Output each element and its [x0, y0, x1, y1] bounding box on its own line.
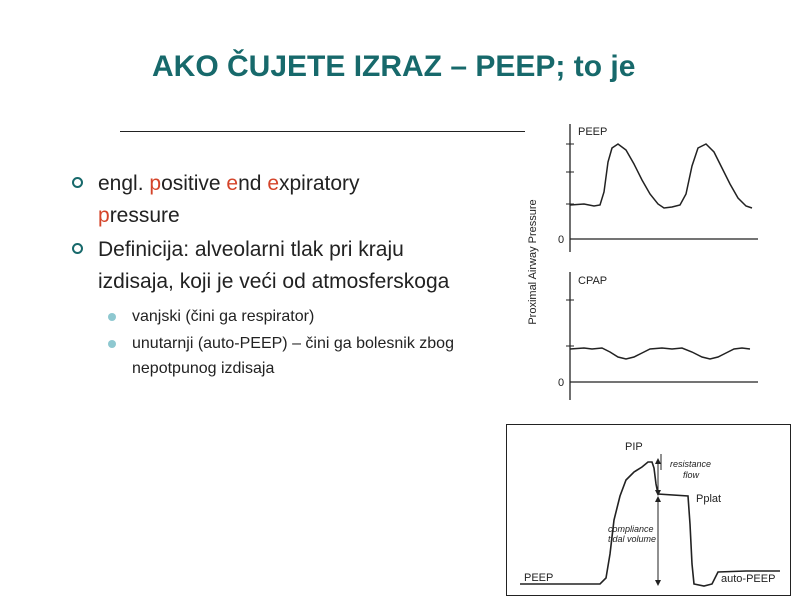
text-part: ressure [109, 204, 180, 227]
cpap-waveform [570, 348, 750, 359]
figure-border [507, 425, 791, 596]
slide-title: AKO ČUJETE IZRAZ – PEEP; to je [152, 50, 636, 83]
resistance-label: resistance [670, 459, 712, 469]
text-part: engl. [98, 172, 150, 195]
panel2-zero-label: 0 [558, 377, 565, 389]
text-part: nd [238, 172, 268, 195]
text-part: xpiratory [279, 172, 360, 195]
highlight-letter: e [267, 172, 279, 195]
dot-bullet-icon [108, 313, 116, 321]
title-divider [120, 131, 525, 132]
dot-bullet-icon [108, 340, 116, 348]
bullet-text: Definicija: alveolarni tlak pri kraju izdisaja, koji je veći od atmosferskoga [98, 238, 450, 293]
bullet-definition-english [70, 168, 470, 232]
flow-label: flow [683, 470, 700, 480]
hollow-circle-bullet-icon [72, 243, 83, 254]
highlight-letter: e [226, 172, 239, 195]
highlight-letter: p [149, 172, 162, 195]
sub-bullet-internal [70, 331, 470, 381]
peep-cpap-waveform-figure [522, 112, 792, 404]
hollow-circle-bullet-icon [72, 177, 83, 188]
highlight-letter: p [98, 204, 110, 227]
pip-label: PIP [625, 441, 643, 453]
panel2-label: CPAP [578, 275, 608, 287]
panel1-label: PEEP [578, 126, 608, 138]
y-axis-label: Proximal Airway Pressure [527, 199, 539, 325]
text-part: ositive [161, 172, 227, 195]
pip-pplat-waveform-figure [506, 424, 791, 596]
tidal-volume-label: tidal volume [608, 534, 657, 544]
auto-peep-label: auto-PEEP [721, 573, 776, 585]
pplat-label: Pplat [696, 493, 722, 505]
sub-bullet-text: unutarnji (auto-PEEP) – čini ga bolesnik zbog nepotpunog izdisaja [132, 335, 454, 377]
bullet-text [98, 172, 360, 227]
bullet-definition [70, 234, 470, 298]
peep-waveform [570, 144, 752, 208]
sub-bullet-external [70, 304, 470, 329]
peep-label: PEEP [524, 572, 554, 584]
compliance-label: compliance [608, 524, 654, 534]
panel1-zero-label: 0 [558, 234, 565, 246]
bullet-list [70, 168, 470, 381]
sub-bullet-text: vanjski (čini ga respirator) [132, 308, 315, 325]
